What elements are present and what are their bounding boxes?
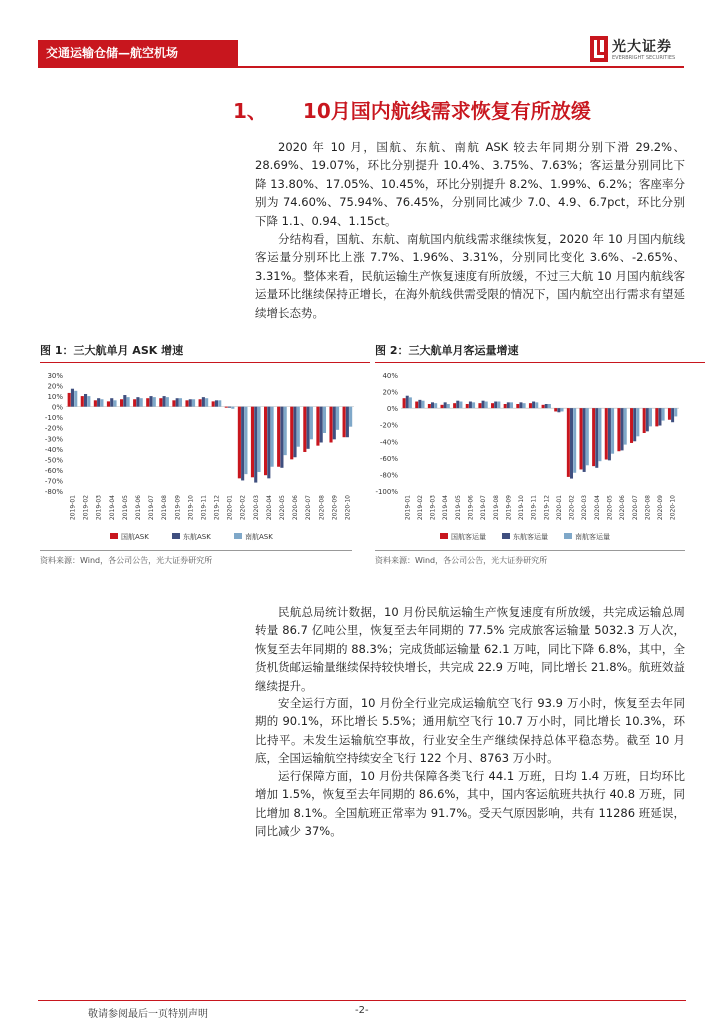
x-tick-label: 2019-03 bbox=[429, 495, 437, 521]
bar bbox=[532, 402, 535, 409]
company-logo bbox=[590, 36, 690, 68]
bar bbox=[218, 400, 221, 406]
legend-label: 国航客运量 bbox=[451, 533, 486, 541]
bar bbox=[113, 400, 116, 406]
x-tick-label: 2020-08 bbox=[318, 495, 326, 521]
bar bbox=[284, 407, 287, 456]
bar bbox=[349, 407, 352, 427]
bar bbox=[333, 407, 336, 440]
bar bbox=[257, 407, 260, 472]
bar bbox=[225, 407, 228, 408]
bar bbox=[110, 398, 113, 406]
legend-label: 南航ASK bbox=[245, 533, 273, 541]
x-tick-label: 2019-08 bbox=[492, 495, 500, 521]
bar bbox=[655, 408, 658, 426]
x-tick-label: 2020-10 bbox=[669, 495, 677, 521]
bar bbox=[418, 400, 421, 408]
x-tick-label: 2019-12 bbox=[543, 495, 551, 521]
y-tick-label: -10% bbox=[44, 414, 63, 423]
y-tick-label: -70% bbox=[44, 477, 63, 486]
figure-2-bottom-rule bbox=[375, 550, 685, 551]
bar bbox=[323, 407, 326, 433]
figure-1-bottom-rule bbox=[40, 550, 352, 551]
bar bbox=[403, 398, 406, 408]
bar bbox=[504, 404, 507, 408]
bar bbox=[643, 408, 646, 433]
passenger-growth-chart bbox=[375, 369, 685, 549]
bar bbox=[586, 408, 589, 465]
bar bbox=[146, 398, 149, 406]
logo-mark-icon bbox=[590, 36, 608, 62]
figure-2 bbox=[375, 342, 705, 549]
bar bbox=[264, 407, 267, 476]
bar bbox=[107, 401, 110, 406]
section-number: 1、 bbox=[233, 99, 267, 123]
x-tick-label: 2019-12 bbox=[213, 495, 221, 521]
bar bbox=[482, 401, 485, 408]
x-tick-label: 2020-03 bbox=[581, 495, 589, 521]
bar bbox=[149, 396, 152, 407]
bar bbox=[199, 399, 202, 406]
figure-2-rule bbox=[375, 362, 705, 363]
bar bbox=[280, 407, 283, 468]
bar bbox=[633, 408, 636, 441]
x-tick-label: 2019-11 bbox=[530, 495, 538, 521]
bar bbox=[271, 407, 274, 467]
legend-swatch bbox=[502, 533, 510, 539]
x-tick-label: 2020-02 bbox=[239, 495, 247, 521]
x-tick-label: 2020-06 bbox=[619, 495, 627, 521]
bar bbox=[153, 397, 156, 406]
bar bbox=[428, 404, 431, 408]
header-section-label: 交通运输仓储—航空机场 bbox=[38, 40, 238, 66]
bar bbox=[674, 408, 677, 416]
bar bbox=[608, 408, 611, 460]
x-tick-label: 2019-11 bbox=[200, 495, 208, 521]
x-tick-label: 2019-01 bbox=[404, 495, 412, 521]
legend-swatch bbox=[110, 533, 118, 539]
bar bbox=[621, 408, 624, 450]
x-tick-label: 2019-01 bbox=[69, 495, 77, 521]
paragraph-1: 2020 年 10 月，国航、东航、南航 ASK 较去年同期分别下滑 29.2%、28.69%、19.07%，环比分别提升 10.4%、3.75%、7.63%；客运量分别同比下降 13.80%、17.05%、10.45%，环比分别提升 8.2%、1.99%、6.2%；客座率分别为 74.60%、75.94%、76.45%，分别同比减少 7.0、4.9、6.7pct，环比分别下降 1.1、0.94、1.15ct。 bbox=[255, 140, 685, 228]
bar bbox=[561, 408, 564, 411]
bar bbox=[431, 402, 434, 408]
bar bbox=[133, 399, 136, 406]
bar bbox=[662, 408, 665, 420]
x-tick-label: 2019-06 bbox=[135, 495, 142, 521]
bar bbox=[516, 404, 519, 408]
bar bbox=[415, 402, 418, 409]
bar bbox=[290, 407, 293, 460]
x-tick-label: 2019-06 bbox=[467, 495, 475, 521]
bar bbox=[293, 407, 296, 458]
x-tick-label: 2019-09 bbox=[505, 495, 513, 521]
bar bbox=[447, 404, 450, 408]
bar bbox=[472, 402, 475, 408]
bar bbox=[478, 403, 481, 408]
bar bbox=[422, 401, 425, 408]
bar bbox=[140, 398, 143, 406]
bar bbox=[440, 405, 443, 408]
bar bbox=[535, 402, 538, 408]
legend-label: 东航ASK bbox=[183, 533, 211, 541]
section-title bbox=[233, 95, 591, 124]
legend-label: 东航客运量 bbox=[513, 533, 548, 541]
x-tick-label: 2020-06 bbox=[292, 495, 300, 521]
bar bbox=[570, 408, 573, 478]
x-tick-label: 2020-04 bbox=[265, 495, 273, 521]
paragraph-5: 运行保障方面，10 月份共保障各类飞行 44.1 万班，日均 1.4 万班，日均环比增加 1.5%，恢复至去年同期的 86.6%，其中，国内客运航班共执行 40.8 万班，同比增加 8.1%。全国航班正常率为 91.7%。受天气原因影响，共有 11286 班延误，同比减少 37%。 bbox=[255, 769, 685, 839]
y-tick-label: -50% bbox=[44, 456, 63, 465]
bar bbox=[127, 397, 130, 406]
x-tick-label: 2019-08 bbox=[161, 495, 169, 521]
bar bbox=[297, 407, 300, 447]
bar bbox=[251, 407, 254, 478]
bar bbox=[267, 407, 270, 479]
bar bbox=[494, 402, 497, 409]
legend-swatch bbox=[234, 533, 242, 539]
x-tick-label: 2020-05 bbox=[279, 495, 286, 521]
x-tick-label: 2020-04 bbox=[593, 495, 601, 521]
bar bbox=[583, 408, 586, 472]
y-tick-label: 0% bbox=[51, 403, 63, 412]
bar bbox=[74, 391, 77, 407]
x-tick-label: 2020-07 bbox=[305, 495, 313, 521]
figure-2-title: 图 2：三大航单月客运量增速 bbox=[375, 344, 519, 357]
bar bbox=[136, 397, 139, 406]
bar bbox=[573, 408, 576, 473]
bar bbox=[71, 389, 74, 407]
bar bbox=[598, 408, 601, 461]
bar bbox=[100, 399, 103, 406]
x-tick-label: 2020-02 bbox=[568, 495, 576, 521]
legend-label: 南航客运量 bbox=[575, 533, 610, 541]
figure-1-rule bbox=[40, 362, 370, 363]
paragraph-2: 分结构看，国航、东航、南航国内航线需求继续恢复，2020 年 10 月国内航线客运量分别环比上涨 7.7%、1.96%、3.31%，分别同比变化 3.6%、-2.65%、3.31%。整体来看，民航运输生产恢复速度有所放缓，不过三大航 10 月国内航线客运量环比继续保持正增长，在海外航线供需受限的情况下，国内航空出行需求有望延续增长态势。 bbox=[255, 232, 685, 320]
ask-growth-chart bbox=[40, 369, 360, 549]
bar bbox=[485, 402, 488, 409]
bar bbox=[189, 399, 192, 406]
bar bbox=[658, 408, 661, 425]
y-tick-label: -20% bbox=[44, 424, 63, 433]
bar bbox=[557, 408, 560, 412]
x-tick-label: 2020-10 bbox=[344, 495, 352, 521]
x-tick-label: 2019-10 bbox=[187, 495, 195, 521]
x-tick-label: 2020-05 bbox=[606, 495, 614, 521]
bar bbox=[548, 404, 551, 408]
bar bbox=[567, 408, 570, 477]
x-tick-label: 2020-08 bbox=[644, 495, 652, 521]
bar bbox=[542, 405, 545, 408]
bar bbox=[409, 397, 412, 408]
bar bbox=[579, 408, 582, 469]
x-tick-label: 2019-05 bbox=[454, 495, 462, 521]
x-tick-label: 2019-03 bbox=[95, 495, 103, 521]
bar bbox=[310, 407, 313, 440]
bar bbox=[238, 407, 241, 479]
bar bbox=[523, 403, 526, 408]
bar bbox=[277, 407, 280, 467]
figure-1-source: 资料来源：Wind，各公司公告，光大证券研究所 bbox=[40, 556, 213, 565]
bar bbox=[202, 397, 205, 406]
bar bbox=[228, 407, 231, 408]
bar bbox=[617, 408, 620, 451]
bar bbox=[179, 398, 182, 406]
bar bbox=[176, 398, 179, 406]
bar bbox=[84, 394, 87, 407]
legend-swatch bbox=[440, 533, 448, 539]
x-tick-label: 2019-10 bbox=[518, 495, 526, 521]
y-tick-label: -100% bbox=[375, 488, 398, 496]
y-tick-label: -60% bbox=[379, 454, 398, 463]
bar bbox=[163, 396, 166, 407]
logo-text-cn: 光大证券 bbox=[612, 39, 672, 55]
bar bbox=[192, 399, 195, 406]
x-tick-label: 2019-07 bbox=[480, 495, 488, 521]
bar bbox=[671, 408, 674, 422]
figure-1-title: 图 1：三大航单月 ASK 增速 bbox=[40, 344, 184, 357]
bar bbox=[185, 400, 188, 406]
x-tick-label: 2020-07 bbox=[631, 495, 639, 521]
y-tick-label: 0% bbox=[386, 405, 398, 414]
x-tick-label: 2020-09 bbox=[657, 495, 665, 521]
footer-rule bbox=[38, 1000, 686, 1001]
y-tick-label: 10% bbox=[47, 393, 63, 402]
bar bbox=[94, 400, 97, 406]
bar bbox=[592, 408, 595, 466]
bar bbox=[668, 408, 671, 420]
bar bbox=[456, 401, 459, 408]
x-tick-label: 2019-04 bbox=[108, 495, 116, 521]
bar bbox=[68, 393, 71, 407]
logo-text-en: EVERBRIGHT SECURITIES bbox=[612, 55, 676, 61]
y-tick-label: -80% bbox=[379, 471, 398, 480]
bar bbox=[605, 408, 608, 459]
bar bbox=[444, 402, 447, 408]
bar bbox=[469, 402, 472, 409]
bar bbox=[87, 396, 90, 407]
y-tick-label: -40% bbox=[379, 438, 398, 447]
bar bbox=[159, 398, 162, 406]
bar bbox=[215, 400, 218, 406]
paragraph-4: 安全运行方面，10 月份全行业完成运输航空飞行 93.9 万小时，恢复至去年同期的 90.1%，环比增长 5.5%；通用航空飞行 10.7 万小时，同比增长 10.3%，环比持平。未发生运输航空事故，行业安全生产继续保持总体平稳态势。截至 10 月底，全国运输航空持续安全飞行 122 个月、8763 万小时。 bbox=[255, 696, 685, 766]
x-tick-label: 2019-02 bbox=[82, 495, 90, 521]
x-tick-label: 2019-02 bbox=[416, 495, 424, 521]
figure-2-source: 资料来源：Wind，各公司公告，光大证券研究所 bbox=[375, 556, 548, 565]
bar bbox=[120, 399, 123, 406]
bar bbox=[545, 404, 548, 408]
bar bbox=[212, 401, 215, 406]
bar bbox=[630, 408, 633, 443]
bar bbox=[329, 407, 332, 443]
bar bbox=[624, 408, 627, 444]
bar bbox=[497, 402, 500, 409]
x-tick-label: 2019-04 bbox=[442, 495, 450, 521]
y-tick-label: -30% bbox=[44, 435, 63, 444]
x-tick-label: 2019-09 bbox=[174, 495, 182, 521]
y-tick-label: 20% bbox=[382, 388, 398, 397]
bar bbox=[303, 407, 306, 452]
x-tick-label: 2020-01 bbox=[226, 495, 234, 521]
bar bbox=[434, 403, 437, 408]
bar bbox=[459, 402, 462, 409]
header-rule bbox=[38, 66, 684, 68]
bar bbox=[510, 402, 513, 408]
bar bbox=[507, 402, 510, 408]
bar bbox=[123, 395, 126, 407]
bar bbox=[346, 407, 349, 438]
bar bbox=[97, 398, 100, 406]
bar bbox=[241, 407, 244, 481]
paragraph-3: 民航总局统计数据，10 月份民航运输生产恢复速度有所放缓，共完成运输总周转量 86.7 亿吨公里，恢复至去年同期的 77.5% 完成旅客运输量 5032.3 万人次，恢复至去年同期的 88.3%；完成货邮运输量 62.1 万吨，同比下降 6.8%，其中，全货机货邮运输量继续保持较快增长，共完成 22.9 万吨，同比增长 21.8%。航班效益继续提升。 bbox=[255, 605, 685, 693]
section-heading: 10月国内航线需求恢复有所放缓 bbox=[302, 99, 591, 123]
bar bbox=[172, 400, 175, 406]
y-tick-label: -20% bbox=[379, 421, 398, 430]
figure-1 bbox=[40, 342, 370, 549]
footer-page-number: -2- bbox=[355, 1005, 369, 1016]
legend-swatch bbox=[564, 533, 572, 539]
bar bbox=[453, 403, 456, 408]
x-tick-label: 2020-03 bbox=[252, 495, 260, 521]
y-tick-label: -60% bbox=[44, 466, 63, 475]
y-tick-label: -80% bbox=[44, 488, 63, 496]
bar bbox=[554, 408, 557, 411]
bar bbox=[636, 408, 639, 436]
bar bbox=[81, 396, 84, 407]
legend-swatch bbox=[172, 533, 180, 539]
legend-label: 国航ASK bbox=[121, 533, 149, 541]
bar bbox=[316, 407, 319, 446]
bar bbox=[244, 407, 247, 474]
x-tick-label: 2019-05 bbox=[121, 495, 129, 521]
bar bbox=[519, 402, 522, 408]
bar bbox=[529, 403, 532, 408]
bar bbox=[466, 404, 469, 408]
bar bbox=[491, 403, 494, 408]
x-tick-label: 2020-01 bbox=[555, 495, 563, 521]
bar bbox=[231, 407, 234, 409]
bar bbox=[343, 407, 346, 438]
bar bbox=[307, 407, 310, 449]
bar bbox=[649, 408, 652, 426]
bar bbox=[611, 408, 614, 454]
y-tick-label: 20% bbox=[47, 382, 63, 391]
x-tick-label: 2020-09 bbox=[331, 495, 339, 521]
bar bbox=[336, 407, 339, 430]
x-tick-label: 2019-07 bbox=[148, 495, 156, 521]
y-tick-label: 30% bbox=[47, 372, 63, 380]
bar bbox=[205, 398, 208, 406]
footer-disclaimer: 敬请参阅最后一页特别声明 bbox=[88, 1009, 208, 1020]
bar bbox=[320, 407, 323, 443]
bar bbox=[646, 408, 649, 431]
bar bbox=[595, 408, 598, 468]
y-tick-label: 40% bbox=[382, 372, 398, 380]
bar bbox=[254, 407, 257, 483]
bar bbox=[166, 397, 169, 406]
y-tick-label: -40% bbox=[44, 445, 63, 454]
bar bbox=[406, 396, 409, 408]
